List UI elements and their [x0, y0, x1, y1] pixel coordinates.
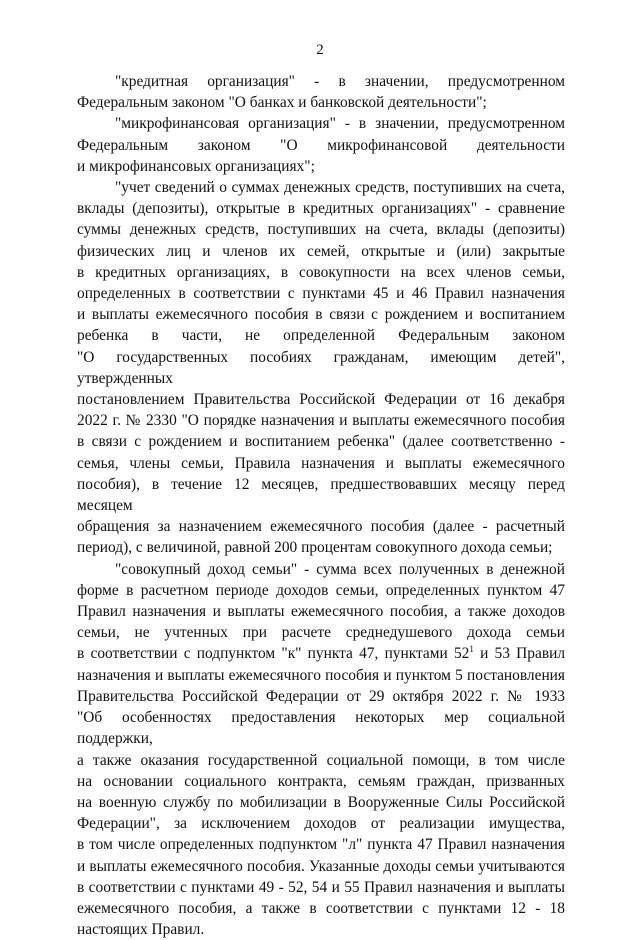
text-line: на основании социального контракта, семьям граждан, призванных [77, 772, 565, 790]
text-line: определенных в соответствии с пунктами 45 и 46 Правил назначения [77, 285, 565, 303]
text-line: назначения и выплаты ежемесячного пособия и пунктом 5 постановления [77, 666, 565, 684]
text-line: семья, члены семьи, Правила назначения и выплаты ежемесячного [77, 454, 565, 472]
text-line: Федеральным законом "О микрофинансовой деятельности [77, 136, 565, 154]
text-line: пособия), в течение 12 месяцев, предшествовавших месяцу перед месяцем [77, 475, 565, 515]
text-line: в связи с рождением и воспитанием ребенка" (далее соответственно - [77, 433, 565, 451]
text-line: "кредитная организация" - в значении, предусмотренном [115, 73, 565, 90]
text-line: Правительства Российской Федерации от 29 октября 2022 г. № 1933 [77, 687, 565, 705]
text-line: семьи, не учтенных при расчете среднедушевого дохода семьи [77, 624, 565, 642]
text-line: а также оказания государственной социальной помощи, в том числе [77, 751, 565, 769]
text-line: физических лиц и членов их семей, открытые и (или) закрытые [77, 242, 565, 260]
text-line: форме в расчетном периоде доходов семьи, определенных пунктом 47 [77, 581, 565, 599]
text-line: и микрофинансовых организациях"; [77, 157, 315, 175]
text-line: "совокупный доход семьи" - сумма всех полученных в денежной [115, 560, 565, 578]
text-line: в соответствии с пунктами 49 - 52, 54 и 55 Правил назначения и выплаты [77, 878, 565, 896]
text-line: суммы денежных средств, поступивших на счета, вклады (депозиты) [77, 221, 565, 239]
paragraph [77, 559, 565, 940]
document-body [77, 71, 565, 940]
text-line: период), с величиной, равной 200 процентам совокупного дохода семьи; [77, 539, 553, 557]
text-line: "учет сведений о суммах денежных средств, поступивших на счета, [115, 179, 565, 197]
text-line: постановлением Правительства Российской Федерации от 16 декабря [77, 391, 565, 409]
text-line: "Об особенностях предоставления некоторых мер социальной поддержки, [77, 709, 565, 748]
paragraph [77, 113, 565, 177]
text-line: 2022 г. № 2330 "О порядке назначения и выплаты ежемесячного пособия [77, 412, 565, 430]
text-line: в том числе определенных подпунктом "л" пункта 47 Правил назначения [77, 836, 565, 854]
text-line: "О государственных пособиях гражданам, имеющим детей", утвержденных [77, 348, 565, 387]
page-number: 2 [316, 42, 324, 58]
text-line: и выплаты ежемесячного пособия в связи с рождением и воспитанием [77, 306, 565, 324]
text-line: Федерации", за исключением доходов от реализации имущества, [77, 815, 565, 833]
text-line: Федеральным законом "О банках и банковской деятельности"; [77, 94, 487, 112]
text-line: на военную службу по мобилизации в Вооруженные Силы Российской [77, 793, 565, 811]
text-line: Правил назначения и выплаты ежемесячного пособия, а также доходов [77, 603, 565, 621]
text-line: настоящих Правил. [77, 921, 205, 939]
text-line: ребенка в части, не определенной Федеральным законом [77, 327, 565, 345]
text-line: обращения за назначением ежемесячного пособия (далее - расчетный [77, 518, 565, 536]
text-line: "микрофинансовая организация" - в значении, предусмотренном [115, 115, 565, 133]
superscript: 1 [469, 644, 474, 655]
text-line: в соответствии с подпунктом "к" пункта 47, пунктами $52^1$ и 53 Правил [77, 644, 566, 663]
paragraph [77, 71, 565, 113]
text-line: в кредитных организациях, в совокупности на всех членов семьи, [77, 263, 565, 281]
paragraph [77, 177, 565, 559]
text-line: вклады (депозиты), открытые в кредитных организациях" - сравнение [77, 200, 565, 218]
text-line: и выплаты ежемесячного пособия. Указанные доходы семьи учитываются [77, 857, 565, 875]
text-line: ежемесячного пособия, а также в соответствии с пунктами 12 - 18 [77, 899, 565, 917]
